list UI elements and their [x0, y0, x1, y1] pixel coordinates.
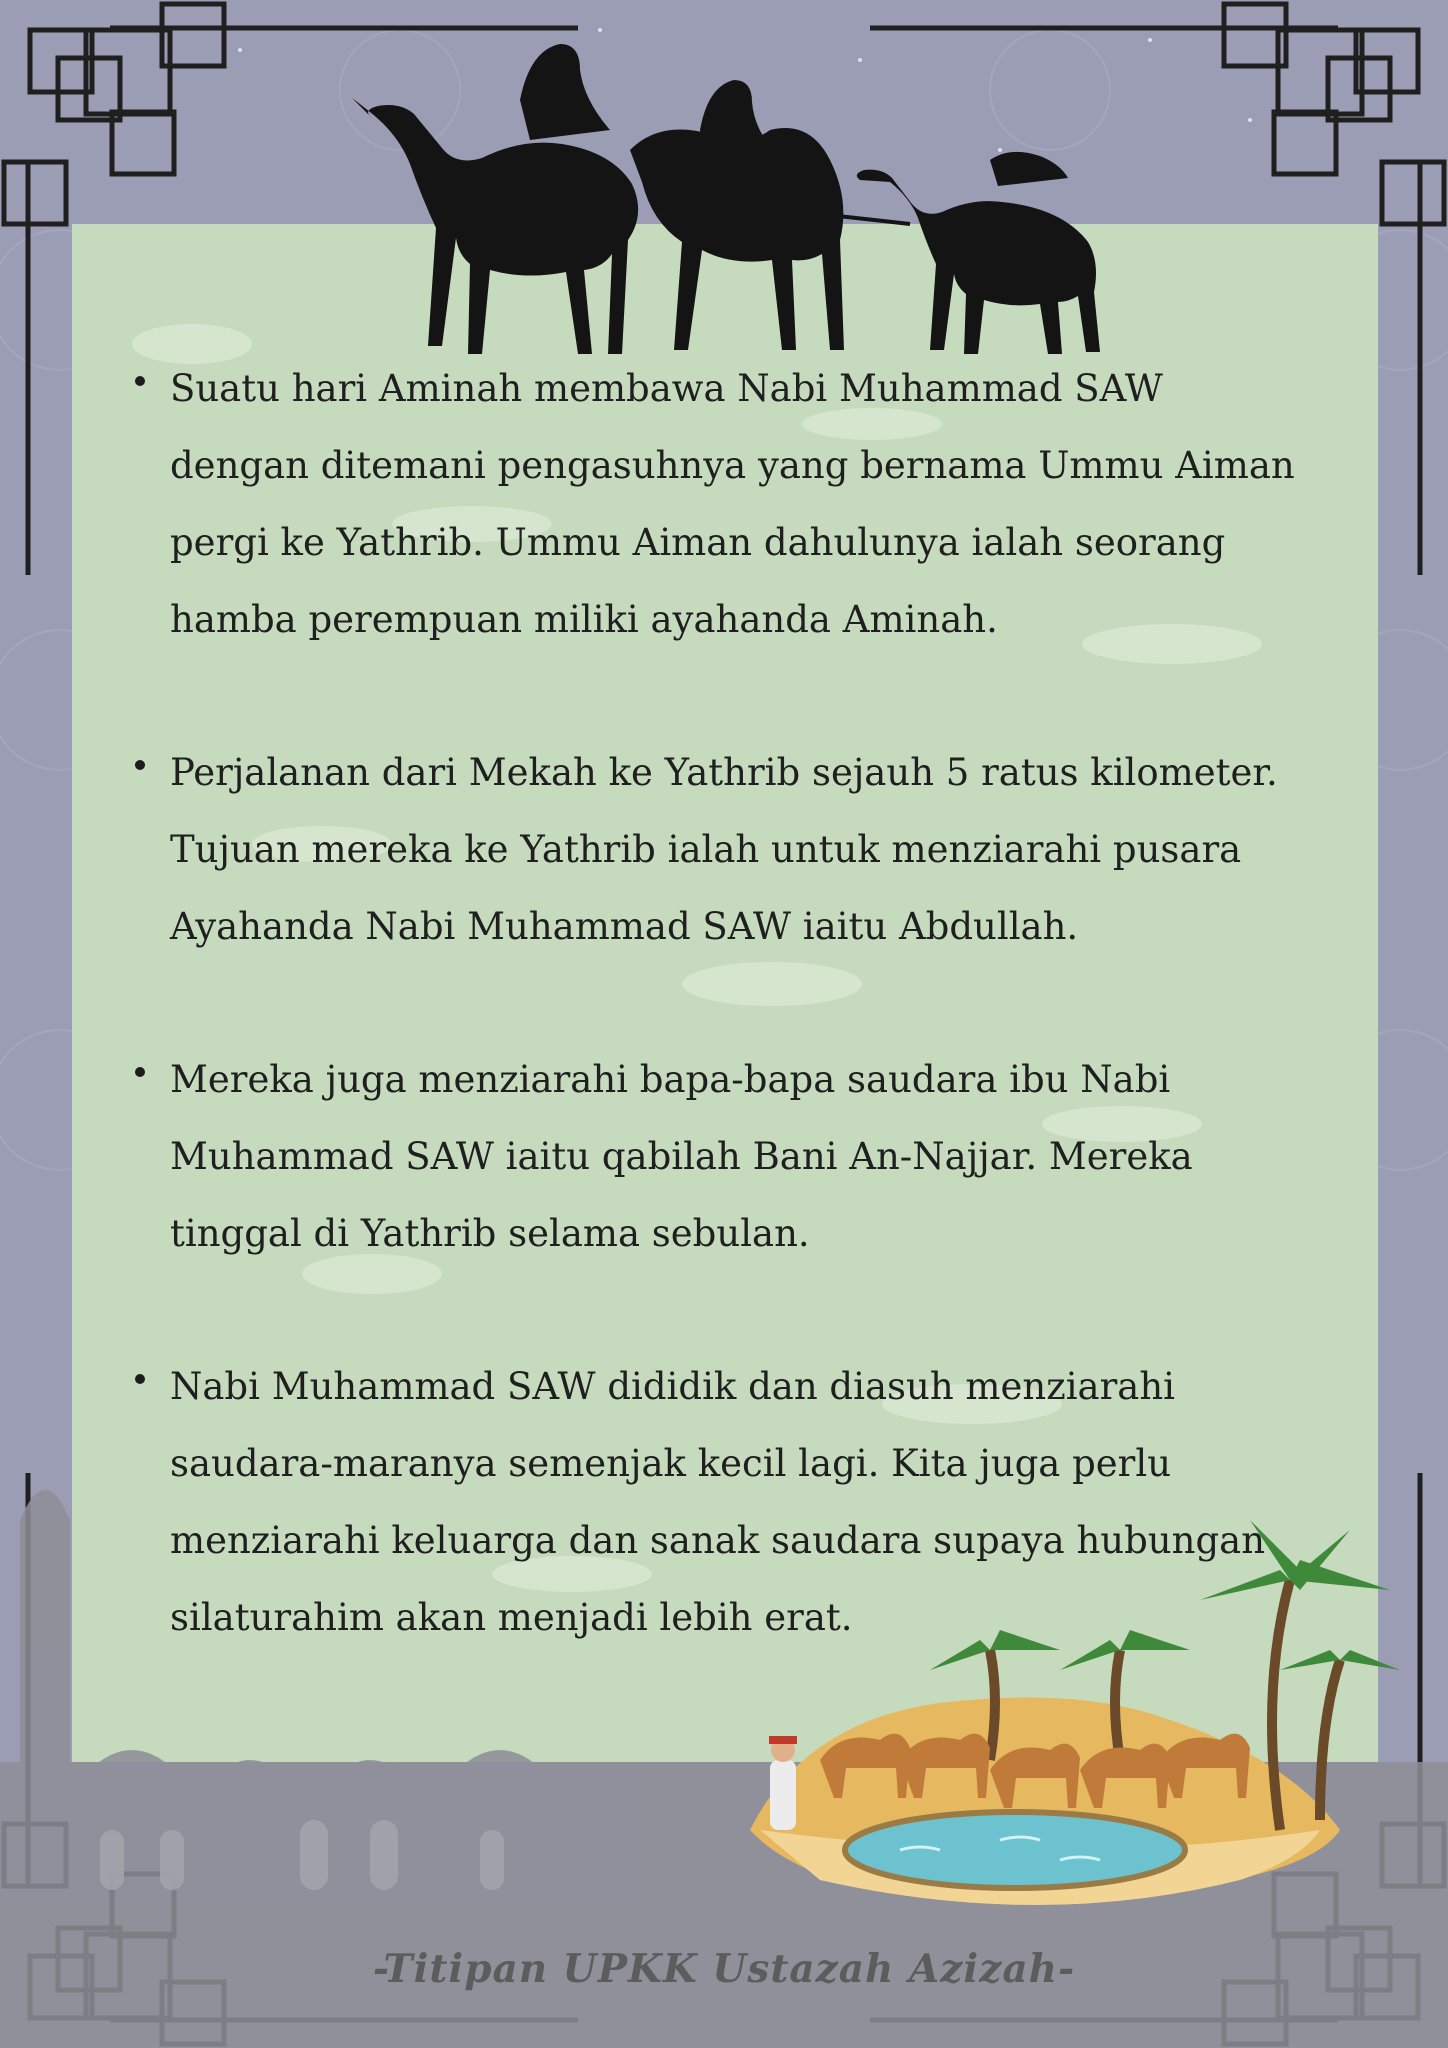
bullet-dot-icon: [135, 760, 145, 770]
bullet-item: [125, 350, 1365, 658]
bullet-text: Suatu hari Aminah membawa Nabi Muhammad SAW dengan ditemani pengasuhnya yang bernama Ummu Aiman pergi ke Yathrib. Ummu Aiman dahulunya ialah seorang hamba perempuan miliki ayahanda Aminah.: [170, 367, 1295, 641]
content: [125, 350, 1365, 1732]
bullet-item: [125, 1348, 1365, 1656]
bullet-text: Perjalanan dari Mekah ke Yathrib sejauh 5 ratus kilometer. Tujuan mereka ke Yathrib ialah untuk menziarahi pusara Ayahanda Nabi Muhammad SAW iaitu Abdullah.: [170, 751, 1278, 948]
bullet-item: [125, 1041, 1365, 1272]
footer-credit: -Titipan UPKK Ustazah Azizah-: [372, 1946, 1076, 1992]
bullet-dot-icon: [135, 1067, 145, 1077]
bullet-dot-icon: [135, 1374, 145, 1384]
bullet-text: Nabi Muhammad SAW dididik dan diasuh menziarahi saudara-maranya semenjak kecil lagi. Kita juga perlu menziarahi keluarga dan sanak saudara supaya hubungan silaturahim akan menjadi lebih erat.: [170, 1365, 1266, 1639]
bullet-text: Mereka juga menziarahi bapa-bapa saudara ibu Nabi Muhammad SAW iaitu qabilah Bani An-Najjar. Mereka tinggal di Yathrib selama sebulan.: [170, 1058, 1193, 1255]
bullet-list: [125, 350, 1365, 1656]
bullet-dot-icon: [135, 376, 145, 386]
bullet-item: [125, 734, 1365, 965]
